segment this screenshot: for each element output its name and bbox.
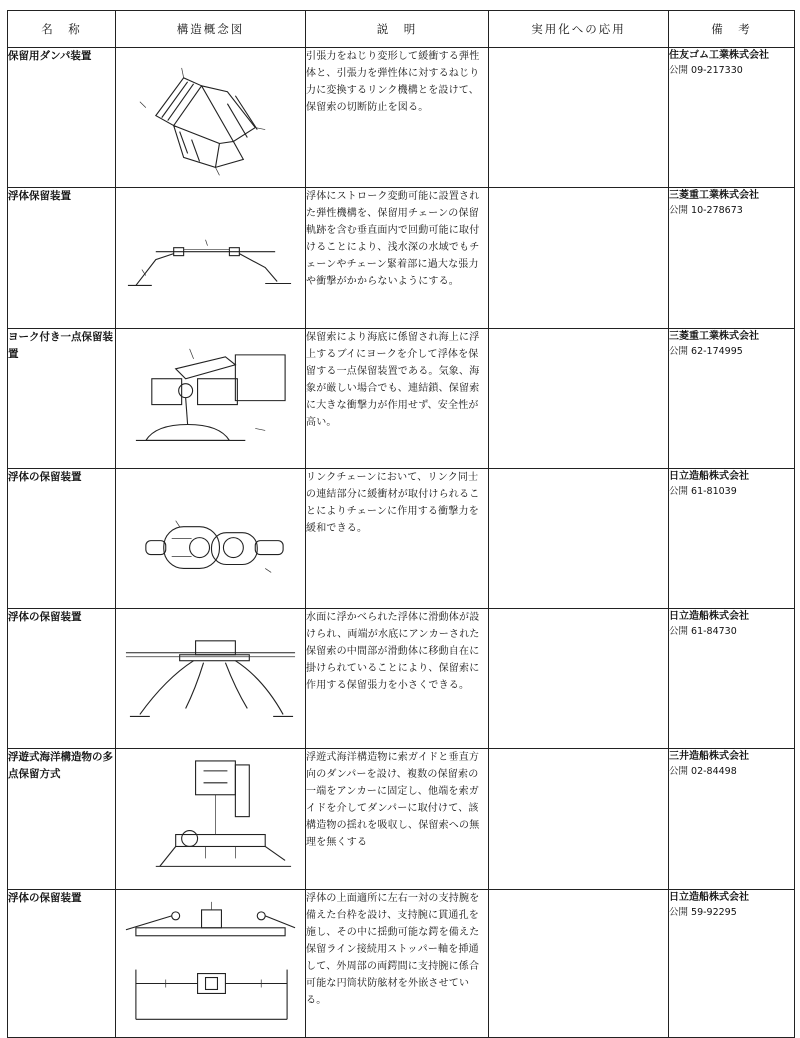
floating-body-chain-icon: [116, 188, 306, 328]
device-application: [489, 188, 669, 328]
patent-number: 公開 61-81039: [669, 485, 737, 497]
device-description: 浮遊式海洋構造物に索ガイドと垂直方向のダンパーを設け、複数の保留索の一端をアンカーに固定し、他端を索ガイドを介してダンパーに取付けて、該構造物の揺れを吸収し、保留索への無理を無くする: [306, 749, 489, 889]
patent-number: 公開 09-217330: [669, 65, 743, 76]
device-description: 水面に浮かべられた浮体に滑動体が設けられ、両端が水底にアンカーされた保留索の中間部が滑動体に移動自在に掛けられていることにより、保留索に作用する保留張力を小さくできる。: [306, 609, 489, 749]
header-name: 名 称: [8, 11, 116, 48]
multi-point-mooring-icon: [116, 749, 306, 889]
device-remarks: [669, 468, 795, 608]
device-remarks: [669, 188, 795, 328]
device-name: 浮遊式海洋構造物の多点保留方式: [8, 749, 116, 889]
company-name: 日立造船株式会社: [669, 891, 749, 903]
twisted-link-damper-icon: [116, 48, 306, 188]
device-remarks: [669, 749, 795, 889]
yoke-buoy-mooring-icon: [116, 328, 306, 468]
device-name: 保留用ダンパ装置: [8, 48, 116, 188]
table-row: [8, 609, 795, 749]
device-remarks: [669, 889, 795, 1037]
patent-number: 公開 02-84498: [669, 766, 737, 778]
header-row: [8, 11, 795, 48]
table-row: [8, 749, 795, 889]
patent-number: 公開 62-174995: [669, 345, 743, 357]
table-row: [8, 48, 795, 188]
device-description: 引張力をねじり変形して緩衝する弾性体と、引張力を弾性体に対するねじり力に変換するリンク機構とを設けて、保留索の切断防止を図る。: [306, 48, 489, 188]
header-figure: 構造概念図: [116, 11, 306, 48]
device-application: [489, 749, 669, 889]
device-application: [489, 609, 669, 749]
company-name: 三菱重工業株式会社: [669, 190, 759, 202]
table-row: [8, 468, 795, 608]
company-name: 日立造船株式会社: [669, 611, 749, 622]
device-remarks: [669, 328, 795, 468]
device-name: ヨーク付き一点保留装置: [8, 328, 116, 468]
device-remarks: [669, 609, 795, 749]
device-name: 浮体保留装置: [8, 188, 116, 328]
header-remarks: 備 考: [669, 11, 795, 48]
mooring-device-table: [7, 10, 795, 1038]
device-application: [489, 889, 669, 1037]
company-name: 三菱重工業株式会社: [669, 330, 759, 342]
header-description: 説 明: [306, 11, 489, 48]
device-name: 浮体の保留装置: [8, 468, 116, 608]
device-description: 浮体の上面適所に左右一対の支持腕を備えた台枠を設け、支持腕に貫通孔を施し、その中に揺動可能な鍔を備えた保留ライン接続用ストッパー軸を挿通して、外周部の両鍔間に支持腕に係合可能な円筒状防舷材を外嵌させている。: [306, 889, 489, 1037]
device-application: [489, 468, 669, 608]
device-application: [489, 328, 669, 468]
patent-number: 公開 59-92295: [669, 906, 737, 918]
company-name: 住友ゴム工業株式会社: [669, 50, 769, 61]
stopper-shaft-fender-icon: [116, 889, 306, 1037]
device-application: [489, 48, 669, 188]
table-row: [8, 328, 795, 468]
device-description: リンクチェーンにおいて、リンク同士の連結部分に緩衝材が取付けられることによりチェーンに作用する衝撃力を緩和できる。: [306, 468, 489, 608]
device-description: 保留索により海底に係留され海上に浮上するブイにヨークを介して浮体を保留する一点保留装置である。気象、海象が厳しい場合でも、連結鎖、保留索に大きな衝撃力が作用せず、安全性が高い。: [306, 328, 489, 468]
company-name: 日立造船株式会社: [669, 470, 749, 482]
device-remarks: [669, 48, 795, 188]
patent-number: 公開 61-84730: [669, 626, 737, 637]
table-row: [8, 188, 795, 328]
device-name: 浮体の保留装置: [8, 889, 116, 1037]
company-name: 三井造船株式会社: [669, 751, 749, 763]
link-chain-cushion-icon: [116, 468, 306, 608]
patent-number: 公開 10-278673: [669, 205, 743, 217]
table-row: [8, 889, 795, 1037]
device-description: 浮体にストローク変動可能に設置された弾性機構を、保留用チェーンの保留軌跡を含む垂直面内で回動可能に取付けることにより、浅水深の水域でもチェーンやチェーン緊着部に過大な張力や衝撃がかからないようにする。: [306, 188, 489, 328]
sliding-body-mooring-icon: [116, 609, 306, 749]
device-name: 浮体の保留装置: [8, 609, 116, 749]
header-application: 実用化への応用: [489, 11, 669, 48]
